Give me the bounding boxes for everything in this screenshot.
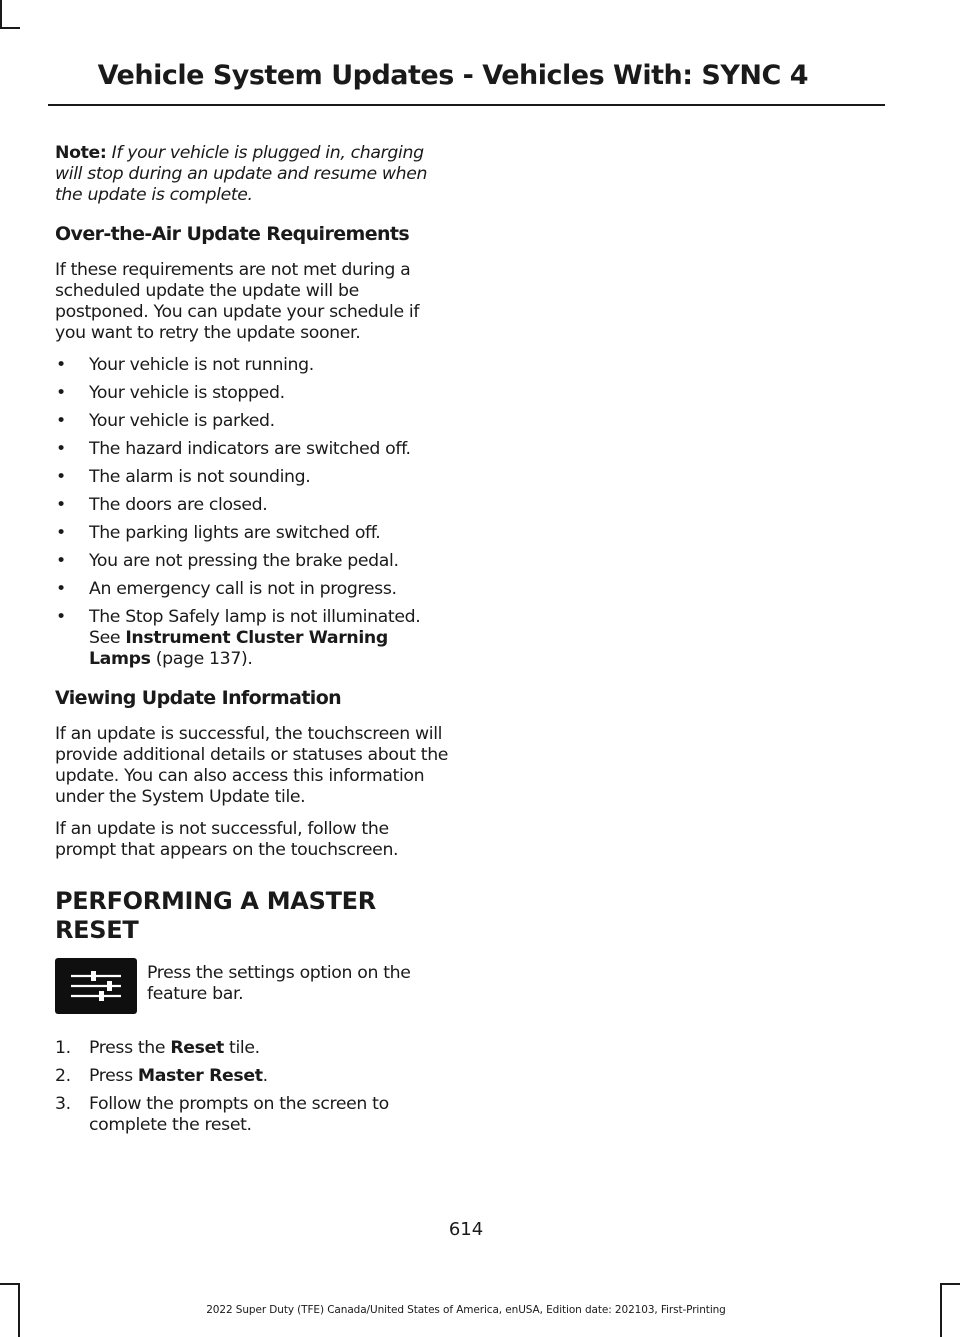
settings-instruction: [55, 963, 450, 1025]
step-text-post: tile.: [223, 1038, 260, 1058]
master-reset-heading: PERFORMING A MASTER RESET: [55, 887, 376, 944]
bullet-text: The hazard indicators are switched off.: [89, 439, 411, 459]
bullet-text: The doors are closed.: [89, 495, 268, 515]
step-item: [55, 1038, 450, 1059]
bullet-marker: •: [56, 495, 66, 515]
list-item: [55, 383, 450, 404]
list-item: [55, 551, 450, 572]
bullet-marker: •: [56, 467, 66, 487]
list-item: [55, 523, 450, 544]
main-column: [55, 143, 450, 1143]
master-reset-steps: [55, 1038, 450, 1136]
bullet-text: The alarm is not sounding.: [89, 467, 311, 487]
header-divider: [48, 104, 885, 106]
step-text-pre: Follow the prompts on the screen to complete the reset.: [89, 1094, 389, 1135]
step-text-pre: Press: [89, 1066, 138, 1086]
step-number: 2.: [55, 1066, 71, 1086]
bullet-text: The Stop Safely lamp is not illuminated. See: [89, 607, 421, 648]
crop-mark: [0, 27, 20, 29]
crop-mark: [940, 1283, 942, 1337]
cross-reference-link[interactable]: Instrument Cluster Warning Lamps: [89, 628, 388, 669]
page-header-title: Vehicle System Updates - Vehicles With: SYNC 4: [97, 60, 808, 91]
ota-heading: Over-the-Air Update Requirements: [55, 223, 410, 245]
crop-mark: [0, 0, 2, 28]
list-item: [55, 355, 450, 376]
bullet-marker: •: [56, 355, 66, 375]
page-reference: (page 137).: [150, 649, 253, 669]
settings-sliders-icon: [55, 958, 137, 1014]
page-number: 614: [448, 1219, 484, 1240]
list-item: [55, 495, 450, 516]
ota-intro: If these requirements are not met during a scheduled update the update will be postponed. You can update your schedule if you want to retry the update sooner.: [55, 260, 420, 343]
list-item: [55, 411, 450, 432]
footer-edition: 2022 Super Duty (TFE) Canada/United States of America, enUSA, Edition date: 202103, First-Printing: [206, 1304, 726, 1316]
step-number: 1.: [55, 1038, 71, 1058]
bullet-text: Your vehicle is stopped.: [89, 383, 285, 403]
list-item: [55, 467, 450, 488]
viewing-heading: Viewing Update Information: [55, 687, 342, 709]
bullet-marker: •: [56, 607, 66, 627]
crop-mark: [0, 1283, 20, 1285]
bullet-marker: •: [56, 411, 66, 431]
step-text-bold: Reset: [170, 1038, 224, 1058]
list-item: [55, 439, 450, 460]
viewing-para-2: If an update is not successful, follow the prompt that appears on the touchscreen.: [55, 819, 399, 860]
bullet-text: The parking lights are switched off.: [89, 523, 381, 543]
crop-mark: [940, 1283, 960, 1285]
step-text-bold: Master Reset: [137, 1066, 263, 1086]
bullet-text: You are not pressing the brake pedal.: [89, 551, 399, 571]
step-item: [55, 1094, 450, 1136]
step-text-post: .: [262, 1066, 268, 1086]
bullet-marker: •: [56, 579, 66, 599]
bullet-text: Your vehicle is parked.: [89, 411, 275, 431]
settings-instruction-text: Press the settings option on the feature bar.: [147, 963, 411, 1004]
bullet-marker: •: [56, 439, 66, 459]
bullet-text: An emergency call is not in progress.: [89, 579, 397, 599]
note: [55, 143, 450, 206]
bullet-marker: •: [56, 383, 66, 403]
step-item: [55, 1066, 450, 1087]
step-text-pre: Press the: [89, 1038, 171, 1058]
note-label: Note:: [55, 143, 107, 163]
bullet-text: Your vehicle is not running.: [89, 355, 314, 375]
ota-requirements-list: [55, 355, 450, 670]
bullet-marker: •: [56, 523, 66, 543]
bullet-marker: •: [56, 551, 66, 571]
list-item: [55, 607, 450, 670]
note-text: If your vehicle is plugged in, charging will stop during an update and resume when the update is complete.: [55, 143, 428, 205]
list-item: [55, 579, 450, 600]
viewing-para-1: If an update is successful, the touchscreen will provide additional details or statuses about the update. You can also access this information under the System Update tile.: [55, 724, 449, 807]
step-number: 3.: [55, 1094, 71, 1114]
